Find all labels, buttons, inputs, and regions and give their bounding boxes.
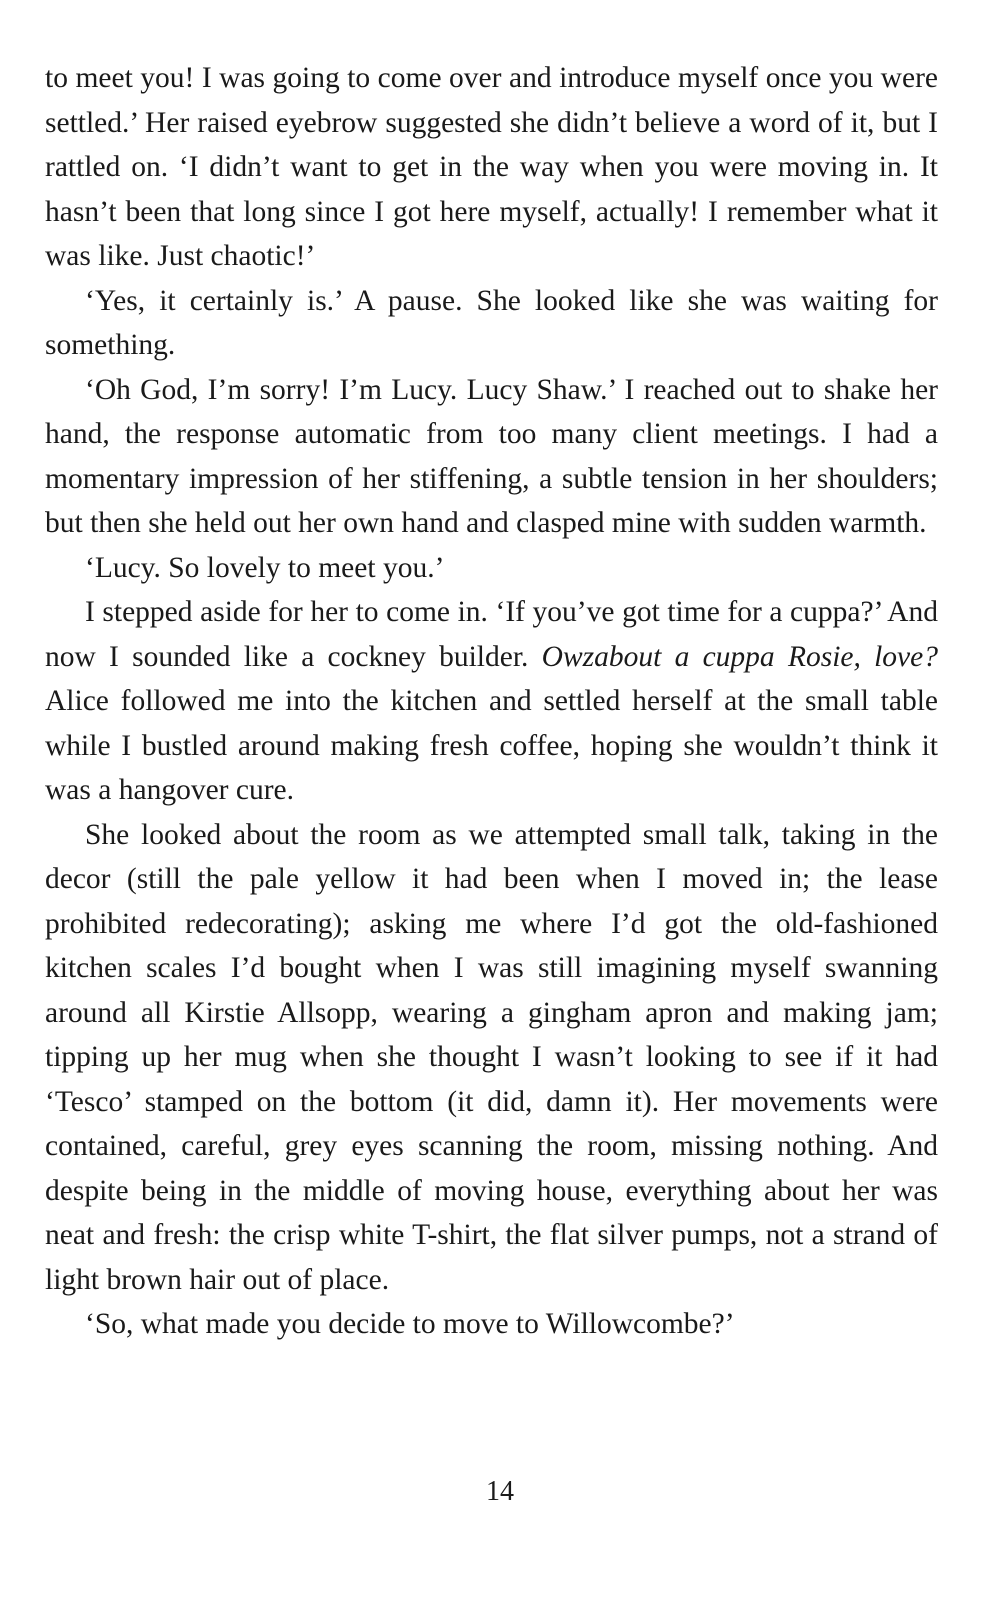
paragraph: ‘Yes, it certainly is.’ A pause. She looked like she was waiting for something. (45, 284, 938, 361)
paragraph: to meet you! I was going to come over and introduce myself once you were settled.’ Her raised eyebrow suggested she didn’t believe a word of it, but I rattled on. ‘I didn’t want to get in the way when you were moving in. It hasn’t been that long since I got here myself, actually! I remember what it was like. Just chaotic!’ (45, 62, 938, 272)
paragraph: She looked about the room as we attempted small talk, taking in the decor (still the pale yellow it had been when I moved in; the lease prohibited redecorating); asking me where I’d got the old-fashioned kitchen scales I’d bought when I was still imagining myself swanning around all Kirstie Allsopp, wearing a gingham apron and making jam; tipping up her mug when she thought I wasn’t looking to see if it had ‘Tesco’ stamped on the bottom (it did, damn it). Her movements were contained, careful, grey eyes scanning the room, missing nothing. And despite being in the middle of moving house, everything about her was neat and fresh: the crisp white T-shirt, the flat silver pumps, not a strand of light brown hair out of place. (45, 818, 938, 1296)
page-body-text (45, 56, 938, 1347)
paragraph-text-after: Alice followed me into the kitchen and settled herself at the small table while I bustled around making fresh coffee, hoping she wouldn’t think it was a hangover cure. (45, 685, 938, 806)
paragraph-with-italic (45, 590, 938, 813)
paragraph: ‘Lucy. So lovely to meet you.’ (85, 551, 445, 584)
page-number: 14 (486, 1476, 514, 1507)
italic-quote: Owzabout a cuppa Rosie, love? (541, 640, 938, 673)
paragraph: ‘Oh God, I’m sorry! I’m Lucy. Lucy Shaw.’ I reached out to shake her hand, the response automatic from too many client meetings. I had a momentary impression of her stiffening, a subtle tension in her shoulders; but then she held out her own hand and clasped mine with sudden warmth. (45, 373, 938, 539)
paragraph: ‘So, what made you decide to move to Willowcombe?’ (85, 1308, 735, 1340)
paragraph-text-before: I stepped aside for her to come in. ‘If you’ve got time for a cuppa?’ And now I sounded like a cockney builder. (45, 596, 938, 673)
